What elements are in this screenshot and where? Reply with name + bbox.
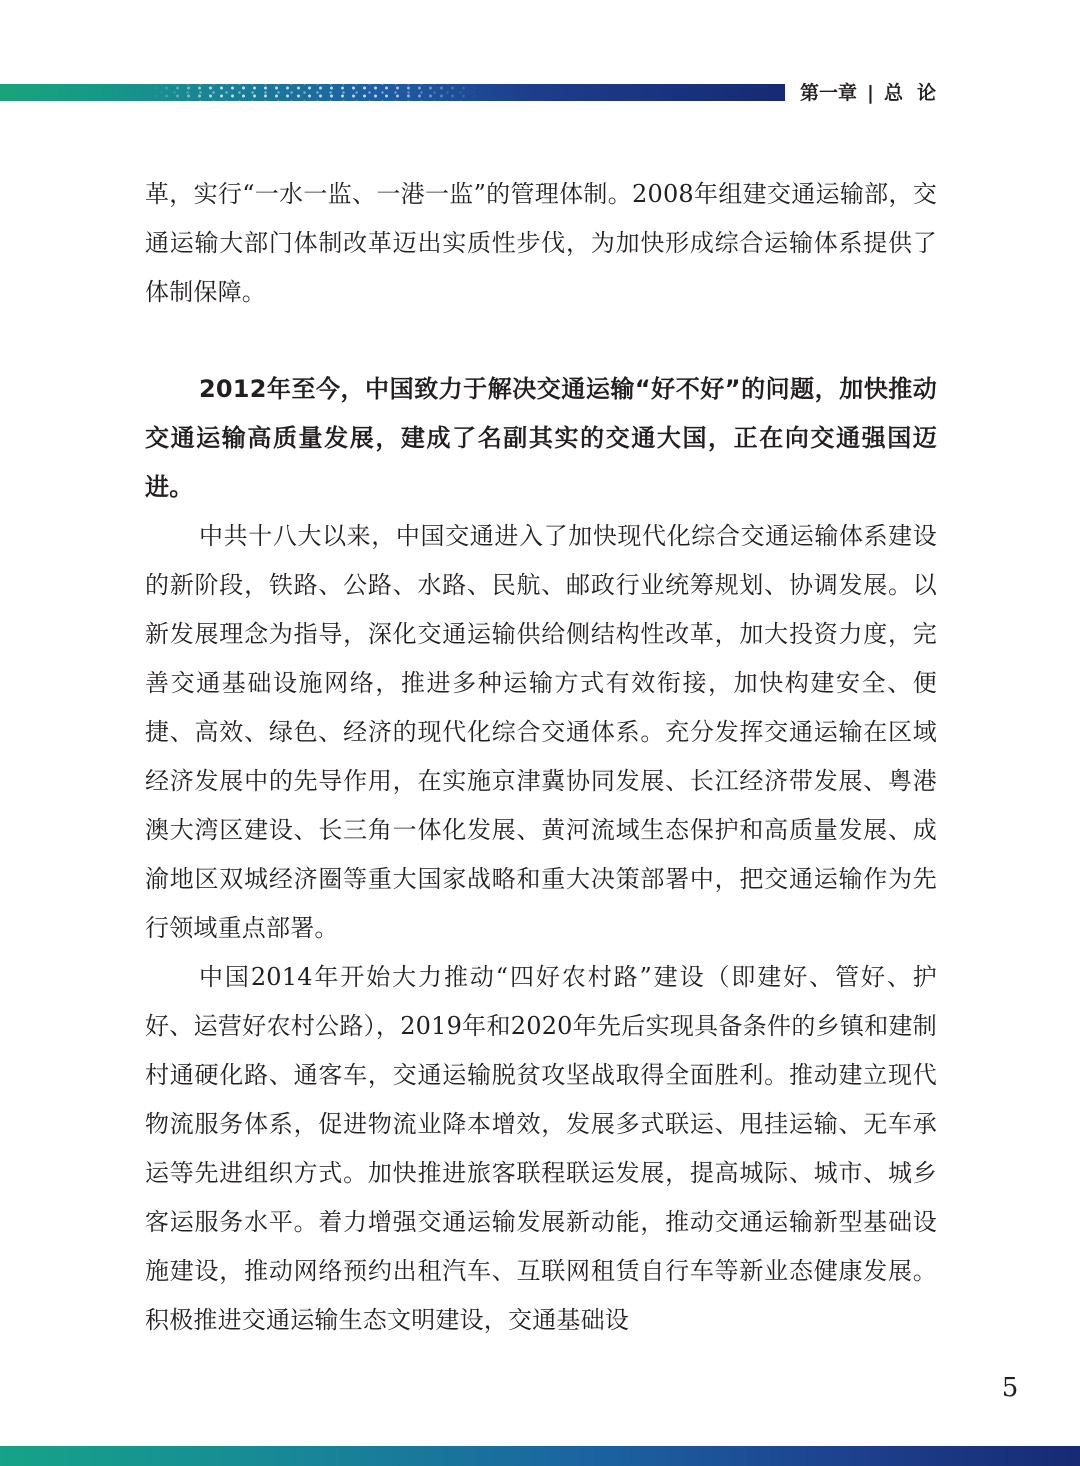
header-dot-pattern — [150, 84, 480, 101]
chapter-number: 第一章 — [800, 82, 858, 104]
running-header — [800, 79, 950, 107]
paragraph-eighteenth-congress — [145, 512, 937, 953]
paragraph-continued — [145, 170, 937, 317]
footer-decorative-band — [0, 1446, 1080, 1466]
paragraph-text: 革，实行“一水一监、一港一监”的管理体制。2008年组建交通运输部，交通运输大部门体制改革迈出实质性步伐，为加快形成综合运输体系提供了体制保障。 — [145, 180, 937, 306]
chapter-separator: | — [867, 82, 874, 104]
paragraph-text: 中国2014年开始大力推动“四好农村路”建设（即建好、管好、护好、运营好农村公路），2019年和2020年先后实现具备条件的乡镇和建制村通硬化路、通客车，交通运输脱贫攻坚战取得全面胜利。推动建立现代物流服务体系，促进物流业降本增效，发展多式联运、甩挂运输、无车承运等先进组织方式。加快推进旅客联程联运发展，提高城际、城市、城乡客运服务水平。着力增强交通运输发展新动能，推动交通运输新型基础设施建设，推动网络预约出租汽车、互联网租赁自行车等新业态健康发展。积极推进交通运输生态文明建设，交通基础设 — [145, 963, 937, 1334]
page-number: 5 — [1001, 1373, 1019, 1403]
highlight-text: 2012年至今，中国致力于解决交通运输“好不好”的问题，加快推动交通运输高质量发展，建成了名副其实的交通大国，正在向交通强国迈进。 — [145, 375, 937, 501]
paragraph-highlight — [145, 365, 937, 512]
paragraph-rural-roads — [145, 953, 937, 1345]
chapter-title: 总论 — [883, 82, 950, 104]
paragraph-text: 中共十八大以来，中国交通进入了加快现代化综合交通运输体系建设的新阶段，铁路、公路、水路、民航、邮政行业统筹规划、协调发展。以新发展理念为指导，深化交通运输供给侧结构性改革，加大投资力度，完善交通基础设施网络，推进多种运输方式有效衔接，加快构建安全、便捷、高效、绿色、经济的现代化综合交通体系。充分发挥交通运输在区域经济发展中的先导作用，在实施京津冀协同发展、长江经济带发展、粤港澳大湾区建设、长三角一体化发展、黄河流域生态保护和高质量发展、成渝地区双城经济圈等重大国家战略和重大决策部署中，把交通运输作为先行领域重点部署。 — [145, 522, 937, 942]
